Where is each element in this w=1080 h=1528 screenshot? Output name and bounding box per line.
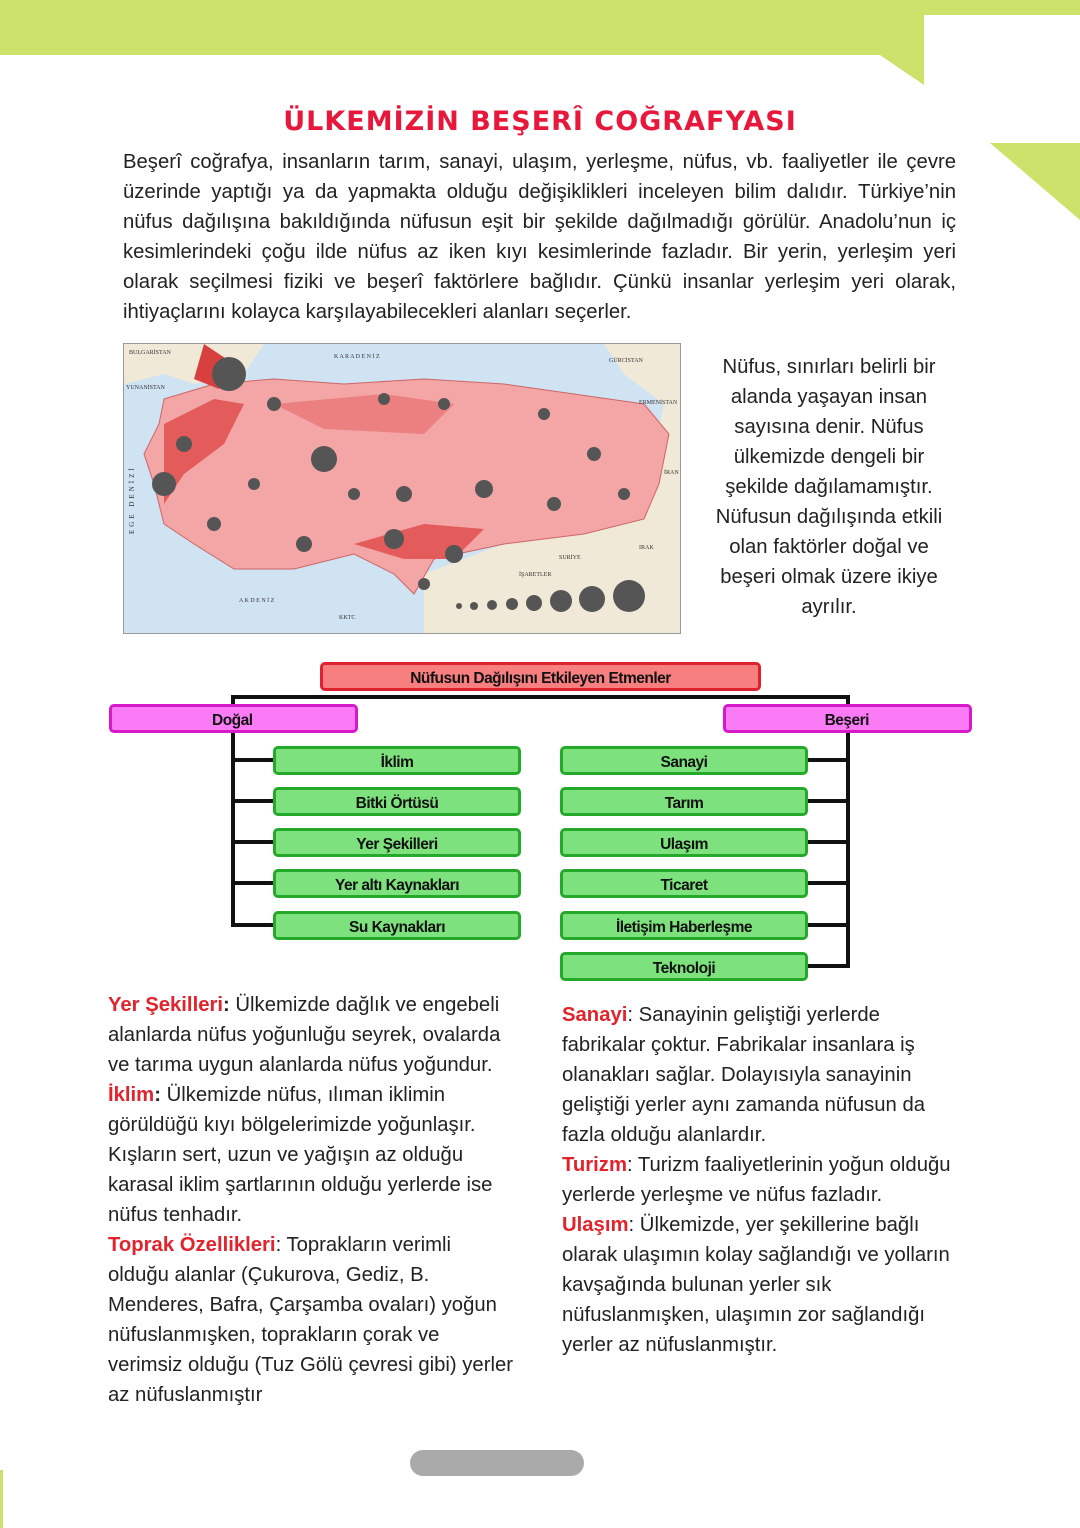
map-label: K A R A D E N İ Z	[334, 354, 380, 360]
diagram-natural: Doğal	[109, 704, 358, 733]
right-column	[562, 1000, 957, 1360]
map-label: KKTC	[339, 615, 356, 621]
factor-paragraph: Toprak Özellikleri: Toprakların verimli olduğu alanlar (Çukurova, Gediz, B. Menderes, Bafra, Çarşamba ovaları) yoğun nüfuslanmışken, toprakların çorak ve verimsiz olduğu (Tuz Gölü çevresi gibi) yerler az nüfuslanmıştır	[108, 1234, 514, 1406]
left-column	[108, 990, 513, 1410]
factor-text: Ülkemizde dağlık ve engebeli alanlarda nüfus yoğunluğu seyrek, ovalarda ve tarıma uygun alanlarda nüfus yoğundur.	[108, 994, 501, 1076]
natural-factor: Yer Şekilleri	[273, 828, 521, 857]
factor-key: İklim	[108, 1084, 155, 1106]
side-text: Nüfus, sınırları belirli bir alanda yaşayan insan sayısına denir. Nüfus ülkemizde dengeli bir şekilde dağılamamıştır. Nüfusun dağılışında etkili olan faktörler doğal ve beşeri olmak üzere ikiye ayrılır.	[715, 356, 943, 618]
page-title: ÜLKEMİZİN BEŞERÎ COĞRAFYASI	[283, 106, 797, 137]
factor-paragraph: İklim: Ülkemizde nüfus, ılıman iklimin görüldüğü kıyı bölgelerimizde yoğunlaşır. Kışların sert, uzun ve yağışın az olduğu karasal iklim şartlarının olduğu yerlerde ise nüfus tenhadır.	[108, 1084, 493, 1226]
factor-paragraph: Ulaşım: Ülkemizde, yer şekillerine bağlı olarak ulaşımın kolay sağlandığı ve yolların kavşağında bulunan yerler sık nüfuslanmışken, ulaşımın zor sağlandığı yerler az nüfuslanmıştır.	[562, 1214, 950, 1356]
diagram-human: Beşeri	[723, 704, 972, 733]
factor-text: Ülkemizde nüfus, ılıman iklimin görüldüğü kıyı bölgelerimizde yoğunlaşır. Kışların sert, uzun ve yağışın az olduğu karasal iklim şartlarının olduğu yerlerde ise nüfus tenhadır.	[108, 1084, 493, 1226]
map-label: IRAK	[639, 545, 654, 551]
map-label: İŞARETLER	[519, 572, 552, 578]
factor-paragraph: Sanayi: Sanayinin geliştiği yerlerde fabrikalar çoktur. Fabrikalar insanlara iş olanakları sağlar. Dolayısıyla sanayinin geliştiği yerler aynı zamanda nüfusun da fazla olduğu alanlardır.	[562, 1004, 926, 1146]
factor-paragraph: Yer Şekilleri: Ülkemizde dağlık ve engebeli alanlarda nüfus yoğunluğu seyrek, ovalarda ve tarıma uygun alanlarda nüfus yoğundur.	[108, 994, 501, 1076]
intro-paragraph: Beşerî coğrafya, insanların tarım, sanayi, ulaşım, yerleşme, nüfus, vb. faaliyetler ile çevre üzerinde yaptığı ya da yapmakta olduğu değişiklikleri inceleyen bilim dalıdır. Türkiye’nin nüfus dağılışına bakıldığında nüfusun eşit bir şekilde dağılmadığı görülür. Anadolu’nun iç kesimlerindeki çoğu ilde nüfus az iken kıyı kesimlerinde fazladır. Bir yerin, yerleşim yeri olarak seçilmesi fiziki ve beşerî faktörlere bağlıdır. Çünkü insanlar yerleşim yeri olarak, ihtiyaçlarını kolayca karşılayabilecekleri alanları seçerler.	[123, 151, 956, 323]
natural-factor: Bitki Örtüsü	[273, 787, 521, 816]
human-factor: Ulaşım	[560, 828, 808, 857]
factor-key: Toprak Özellikleri	[108, 1234, 276, 1256]
human-factor: Sanayi	[560, 746, 808, 775]
factor-text: Toprakların verimli olduğu alanlar (Çukurova, Gediz, B. Menderes, Bafra, Çarşamba ovaları) yoğun nüfuslanmışken, toprakların çorak ve verimsiz olduğu (Tuz Gölü çevresi gibi) yerler az nüfuslanmıştır	[108, 1234, 514, 1406]
map-label: A K D E N İ Z	[239, 598, 275, 604]
natural-factor: İklim	[273, 746, 521, 775]
map-label: İRAN	[664, 470, 679, 476]
map-label: EGE DENİZİ	[128, 465, 136, 534]
natural-factor: Yer altı Kaynakları	[273, 869, 521, 898]
factor-key: Ulaşım	[562, 1214, 629, 1236]
factor-text: Turizm faaliyetlerinin yoğun olduğu yerlerde yerleşme ve nüfus fazladır.	[562, 1154, 951, 1206]
diagram-root: Nüfusun Dağılışını Etkileyen Etmenler	[320, 662, 761, 691]
natural-factor: Su Kaynakları	[273, 911, 521, 940]
human-factor: Ticaret	[560, 869, 808, 898]
human-factor: Tarım	[560, 787, 808, 816]
population-map	[123, 343, 681, 634]
map-label: ERMENİSTAN	[639, 400, 678, 406]
human-factor: İletişim Haberleşme	[560, 911, 808, 940]
map-label: SURİYE	[559, 555, 581, 561]
factor-paragraph: Turizm: Turizm faaliyetlerinin yoğun olduğu yerlerde yerleşme ve nüfus fazladır.	[562, 1154, 951, 1206]
factor-text: Sanayinin geliştiği yerlerde fabrikalar çoktur. Fabrikalar insanlara iş olanakları sağlar. Dolayısıyla sanayinin geliştiği yerler aynı zamanda nüfusun da fazla olduğu alanlardır.	[562, 1004, 926, 1146]
factor-key: Sanayi	[562, 1004, 628, 1026]
human-factor: Teknoloji	[560, 952, 808, 981]
factor-text: Ülkemizde, yer şekillerine bağlı olarak ulaşımın kolay sağlandığı ve yolların kavşağında bulunan yerler sık nüfuslanmışken, ulaşımın zor sağlandığı yerler az nüfuslanmıştır.	[562, 1214, 950, 1356]
factor-key: Turizm	[562, 1154, 627, 1176]
map-label: YUNANİSTAN	[126, 385, 165, 391]
factor-key: Yer Şekilleri	[108, 994, 224, 1016]
map-label: GÜRCİSTAN	[609, 358, 643, 364]
map-label: BULGARİSTAN	[129, 350, 171, 356]
